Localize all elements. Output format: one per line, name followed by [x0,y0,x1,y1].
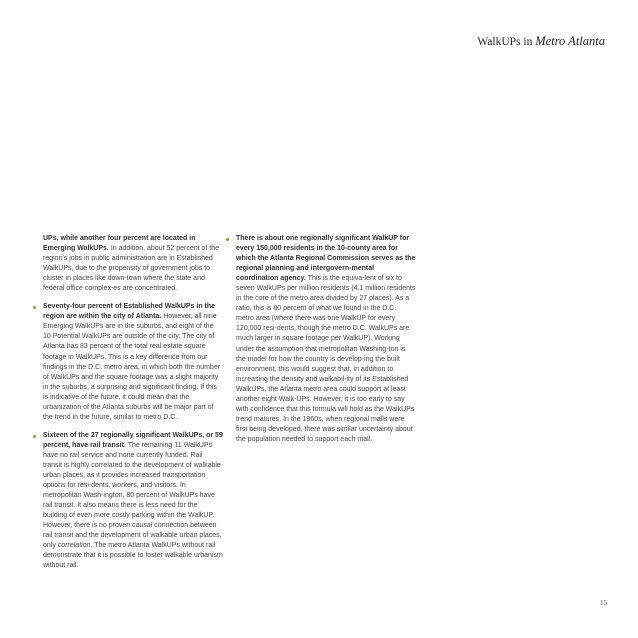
paragraph-lead: UPs, while another four percent are located in Emerging WalkUPs. [43,235,196,253]
running-header [477,34,605,49]
bullet-paragraph [43,302,223,423]
paragraph-lead: Sixteen of the 27 regionally significant WalkUPs, or 59 percent, have rail transit. [43,431,223,449]
header-script-title: Metro Atlanta [535,34,605,48]
emphasis: correlation [57,542,91,550]
paragraph-body: connection between rail transit and the development of walkable urban places, only [43,522,222,550]
paragraph-lead: There is about one regionally significant WalkUP for every 150,000 residents in the 10-county area for which the Atlanta Regional Commission serves as the regional planning and intergovern-mental coordination agency. [236,235,416,283]
paragraph-body: In addition, about 52 percent of the region's jobs in public administration are in Established WalkUPs, due to the propensity of government jobs to cluster in places like down-town where the state and federal office complex-es are concentrated. [43,245,220,293]
paragraph-lead: Seventy-four percent of Established WalkUPs in the region are within the city of Atlanta. [43,303,216,321]
paragraph-body: This is the equiva-lent of six to seven WalkUPs per million residents (4.1 million residents in the core of the metro area divided by 27 places). As a ratio, this is 80 percent of what we found in the D.C. metro area (where there was one WalkUP for every 120,000 resi-dents, though the metro D.C. WalkUPs are much larger in square footage per WalkUP). Working under the assumption that metropolitan Washing-ton is the model for how the country is develop-ing the built environment, this would suggest that, in addition to increasing the density and walkabil-ity of its Established WalkUPs, the Atlanta metro area could support at least another eight Walk-UPs. However, it is too early to say with confidence that this formula will hold as the WalkUPs trend matures. In the 1960s, when regional malls were first being developed, there was similar uncertainty about the population needed to support each mall. [236,275,416,443]
paragraph-body: The remaining 11 WalkUPs have no rail service and none currently funded. Rail transit is highly correlated to the development of walkable urban places, as it provides increased transportation options for resi-dents, workers, and visitors. In metropolitan Wash-ington, 80 percent of WalkUPs have rail transit. It also means there is less need for the building of even more costly parking within the WalkUP. However, there is no proven [43,441,221,530]
page-number: 15 [600,599,607,607]
paragraph-body: . The metro Atlanta WalkUPs without rail demonstrate that it is possible to foster walkable urbanism without rail. [43,542,223,570]
bullet-paragraph [43,431,223,572]
right-column [236,234,416,453]
left-column [43,234,223,580]
paragraph [43,234,223,294]
bullet-paragraph [236,234,416,445]
header-prefix: WalkUPs in [477,36,536,48]
paragraph-body: However, all nine Emerging WalkUPs are in the suburbs, and eight of the 10 Potential WalkUPs are outside of the city. The city of Atlanta has 83 percent of the total real estate square footage in WalkUPs. This is a key difference from our findings in the D.C. metro area, in which both the number of WalkUPs and the square footage was a slight majority in the suburbs, a surprising and significant finding. If this is indicative of the future, it could mean that the urbanization of the Atlanta suburbs will be major part of the trend in the future, similar to metro D.C. [43,313,221,421]
emphasis: causal [132,522,153,530]
